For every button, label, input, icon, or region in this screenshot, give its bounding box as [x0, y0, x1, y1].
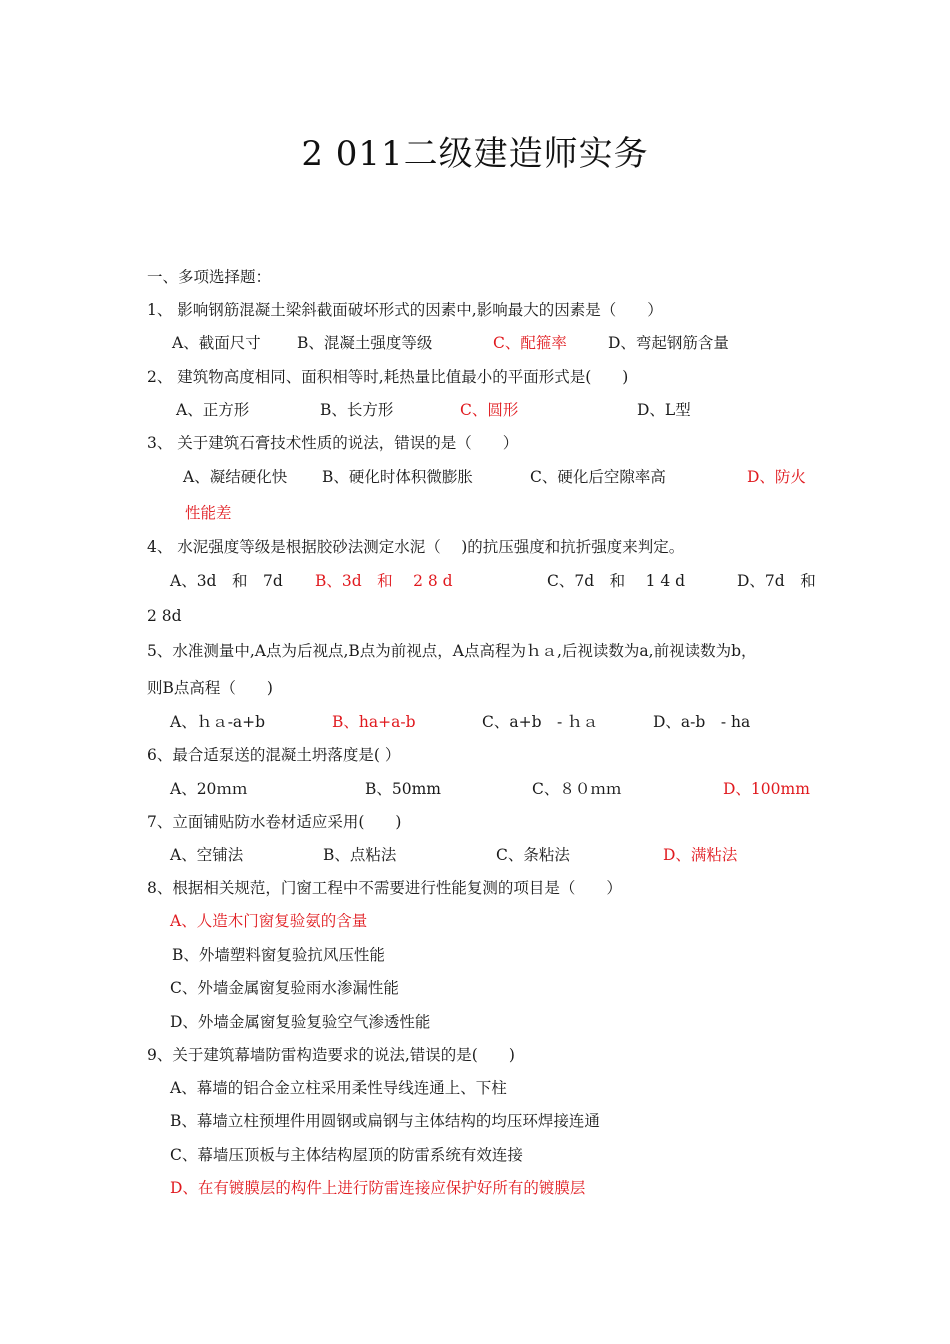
question-5-option-b-answer: B、ha+a-b: [332, 713, 416, 731]
question-3-stem: 3、 关于建筑石膏技术性质的说法，错误的是（ ）: [147, 434, 519, 452]
question-7-stem: 7、立面铺贴防水卷材适应采用( ): [147, 813, 402, 831]
question-1-stem: 1、 影响钢筋混凝土梁斜截面破坏形式的因素中,影响最大的因素是（ ）: [147, 301, 663, 319]
question-3-option-a: A、凝结硬化快: [183, 468, 288, 486]
question-2-stem: 2、 建筑物高度相同、面积相等时,耗热量比值最小的平面形式是( ): [147, 368, 629, 386]
question-9-option-a: A、幕墙的铝合金立柱采用柔性导线连通上、下柱: [170, 1079, 507, 1097]
question-5-stem-cont: 则B点高程（ ): [147, 679, 273, 697]
question-7-option-c: C、条粘法: [496, 846, 570, 864]
question-7-option-d-answer: D、满粘法: [663, 846, 738, 864]
question-4-option-c: C、7d 和 1 4 d: [547, 572, 686, 590]
question-2-option-a: A、正方形: [176, 401, 250, 419]
question-7-option-b: B、点粘法: [323, 846, 397, 864]
question-5-stem: 5、水准测量中,A点为后视点,B点为前视点，A点高程为ｈａ,后视读数为a,前视读数为b，: [147, 642, 757, 660]
question-1-option-c-answer: C、配箍率: [493, 334, 567, 352]
question-9-stem: 9、关于建筑幕墙防雷构造要求的说法,错误的是( ): [147, 1046, 515, 1064]
question-3-option-d-answer-cont: 性能差: [185, 504, 232, 522]
question-1-option-d: D、弯起钢筋含量: [608, 334, 729, 352]
question-3-option-c: C、硬化后空隙率高: [530, 468, 666, 486]
question-2-option-d: D、L型: [637, 401, 691, 419]
question-8-stem: 8、根据相关规范，门窗工程中不需要进行性能复测的项目是（ ）: [147, 879, 622, 897]
question-9-option-c: C、幕墙压顶板与主体结构屋顶的防雷系统有效连接: [170, 1146, 523, 1164]
question-7-option-a: A、空铺法: [170, 846, 244, 864]
question-6-option-a: A、20ｍｍ: [170, 780, 248, 798]
question-8-option-c: C、外墙金属窗复验雨水渗漏性能: [170, 979, 399, 997]
question-6-option-c: C、８０ｍｍ: [532, 780, 622, 798]
question-1-option-b: B、混凝土强度等级: [297, 334, 433, 352]
question-3-option-b: B、硬化时体积微膨胀: [322, 468, 473, 486]
question-5-option-c: C、a+b - ｈａ: [482, 713, 599, 731]
question-4-stem: 4、 水泥强度等级是根据胶砂法测定水泥（ )的抗压强度和抗折强度来判定。: [147, 538, 685, 556]
question-1-option-a: A、截面尺寸: [172, 334, 261, 352]
question-5-option-a: A、ｈａ-a+b: [170, 713, 266, 731]
question-6-stem: 6、最合适泵送的混凝土坍落度是( ）: [147, 746, 401, 764]
question-5-option-d: D、a-b - ha: [653, 713, 751, 731]
question-8-option-d: D、外墙金属窗复验复验空气渗透性能: [170, 1013, 431, 1031]
question-8-option-a-answer: A、人造木门窗复验氨的含量: [170, 912, 368, 930]
question-4-option-d: D、7d 和: [737, 572, 816, 590]
question-8-option-b: B、外墙塑料窗复验抗风压性能: [172, 946, 385, 964]
section-heading: 一、多项选择题：: [147, 268, 272, 286]
question-4-option-d-cont: 2 8d: [147, 607, 182, 625]
question-6-option-b: B、50mm: [365, 780, 442, 798]
question-2-option-b: B、长方形: [320, 401, 394, 419]
question-2-option-c-answer: C、圆形: [460, 401, 519, 419]
question-9-option-b: B、幕墙立柱预埋件用圆钢或扁钢与主体结构的均压环焊接连通: [170, 1112, 600, 1130]
question-4-option-b-answer: B、3d 和 2 8 d: [315, 572, 453, 590]
question-9-option-d-answer: D、在有镀膜层的构件上进行防雷连接应保护好所有的镀膜层: [170, 1179, 586, 1197]
question-6-option-d-answer: D、100mm: [723, 780, 810, 798]
question-3-option-d-answer: D、防火: [747, 468, 806, 486]
question-4-option-a: A、3d 和 7d: [170, 572, 283, 590]
page-title: 2 011二级建造师实务: [301, 134, 649, 174]
